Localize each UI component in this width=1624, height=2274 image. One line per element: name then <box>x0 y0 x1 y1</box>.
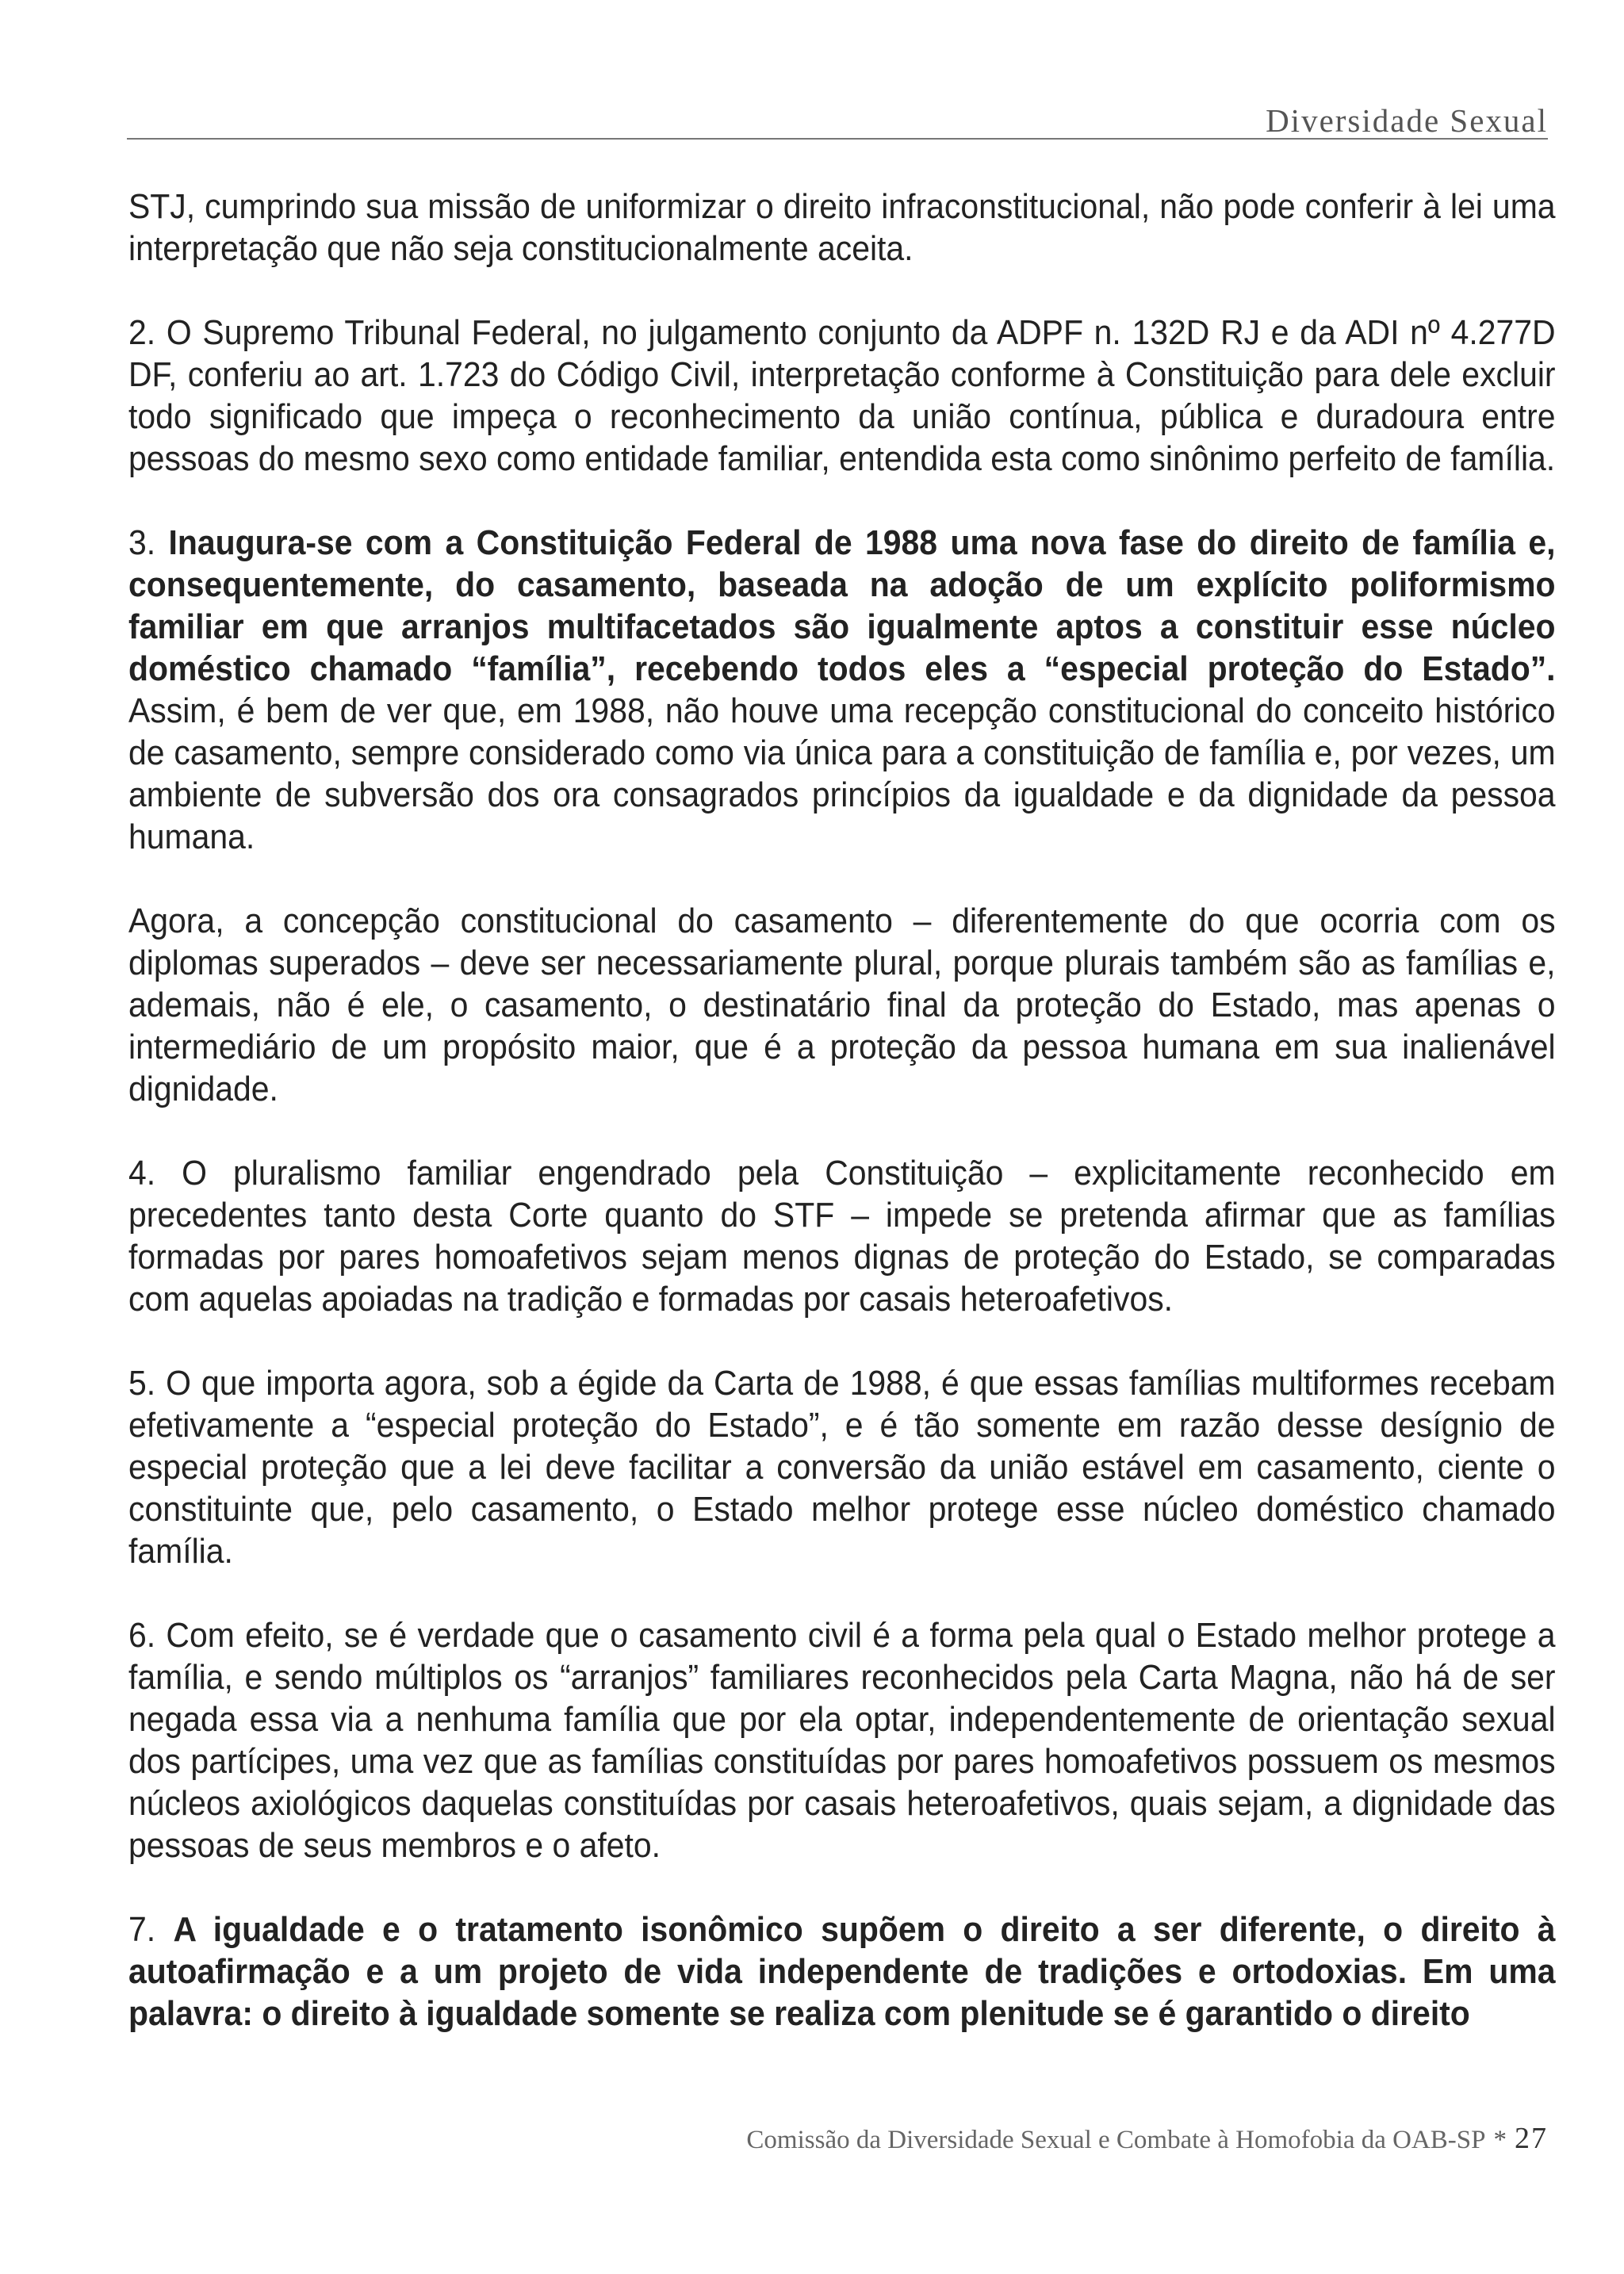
paragraph-text: O Supremo Tribunal Federal, no julgamento conjunto da ADPF n. 132D RJ e da ADI nº 4.277D DF, conferiu ao art. 1.723 do Código Civil, interpretação conforme à Constituição para dele excluir todo significado que impeça o reconhecimento da união contínua, pública e duradoura entre pessoas do mesmo sexo como entidade familiar, entendida esta como sinônimo perfeito de família. <box>128 313 1556 478</box>
paragraph-7 <box>128 1908 1556 2035</box>
paragraph-number: 2. <box>128 313 167 352</box>
paragraph-number: 5. <box>128 1364 167 1403</box>
paragraph-bold-text: A igualdade e o tratamento isonômico supõem o direito a ser diferente, o direito à autoafirmação e a um projeto de vida independente de tradições e ortodoxias. Em uma palavra: o direito à igualdade somente se realiza com plenitude se é garantido o direito <box>128 1910 1556 2033</box>
paragraph-text: O que importa agora, sob a égide da Carta de 1988, é que essas famílias multiformes recebam efetivamente a “especial proteção do Estado”, e é tão somente em razão desse desígnio de especial proteção que a lei deve facilitar a conversão da união estável em casamento, ciente o constituinte que, pelo casamento, o Estado melhor protege esse núcleo doméstico chamado família. <box>128 1364 1556 1571</box>
paragraph-4 <box>128 1152 1556 1320</box>
paragraph-text: Agora, a concepção constitucional do casamento – diferentemente do que ocorria com os diplomas superados – deve ser necessariamente plural, porque plurais também são as famílias e, ademais, não é ele, o casamento, o destinatário final da proteção do Estado, mas apenas o intermediário de um propósito maior, que é a proteção da pessoa humana em sua inalienável dignidade. <box>128 902 1556 1108</box>
paragraph-2 <box>128 312 1556 480</box>
paragraph-number: 4. <box>128 1154 182 1193</box>
page-footer <box>746 2121 1548 2156</box>
paragraph-continuation <box>128 186 1556 270</box>
paragraph-bold-text: Inaugura-se com a Constituição Federal de 1988 uma nova fase do direito de família e, consequentemente, do casamento, baseada na adoção de um explícito poliformismo familiar em que arranjos multifacetados são igualmente aptos a constituir esse núcleo doméstico chamado “família”, recebendo todos eles a “especial proteção do Estado”. <box>128 523 1556 688</box>
paragraph-5 <box>128 1362 1556 1572</box>
footer-text: Comissão da Diversidade Sexual e Combate à Homofobia da OAB-SP <box>746 2126 1486 2154</box>
header-title: Diversidade Sexual <box>1266 102 1548 139</box>
footer-separator: * <box>1493 2126 1507 2154</box>
body-text <box>128 186 1556 2035</box>
paragraph-number: 3. <box>128 523 169 562</box>
paragraph-text: Assim, é bem de ver que, em 1988, não houve uma recepção constitucional do conceito histórico de casamento, sempre considerado como via única para a constituição de família e, por vezes, um ambiente de subversão dos ora consagrados princípios da igualdade e da dignidade da pessoa humana. <box>128 691 1556 856</box>
paragraph-3 <box>128 522 1556 858</box>
paragraph-agora <box>128 900 1556 1110</box>
paragraph-text: O pluralismo familiar engendrado pela Constituição – explicitamente reconhecido em precedentes tanto desta Corte quanto do STF – impede se pretenda afirmar que as famílias formadas por pares homoafetivos sejam menos dignas de proteção do Estado, se comparadas com aquelas apoiadas na tradição e formadas por casais heteroafetivos. <box>128 1154 1556 1319</box>
paragraph-number: 7. <box>128 1910 174 1949</box>
paragraph-6 <box>128 1614 1556 1866</box>
running-header <box>127 97 1548 140</box>
paragraph-text: STJ, cumprindo sua missão de uniformizar o direito infraconstitucional, não pode conferir à lei uma interpretação que não seja constitucionalmente aceita. <box>128 187 1556 268</box>
page-number: 27 <box>1515 2122 1548 2155</box>
paragraph-number: 6. <box>128 1616 167 1655</box>
paragraph-text: Com efeito, se é verdade que o casamento civil é a forma pela qual o Estado melhor protege a família, e sendo múltiplos os “arranjos” familiares reconhecidos pela Carta Magna, não há de ser negada essa via a nenhuma família que por ela optar, independentemente de orientação sexual dos partícipes, uma vez que as famílias constituídas por pares homoafetivos possuem os mesmos núcleos axiológicos daquelas constituídas por casais heteroafetivos, quais sejam, a dignidade das pessoas de seus membros e o afeto. <box>128 1616 1556 1865</box>
